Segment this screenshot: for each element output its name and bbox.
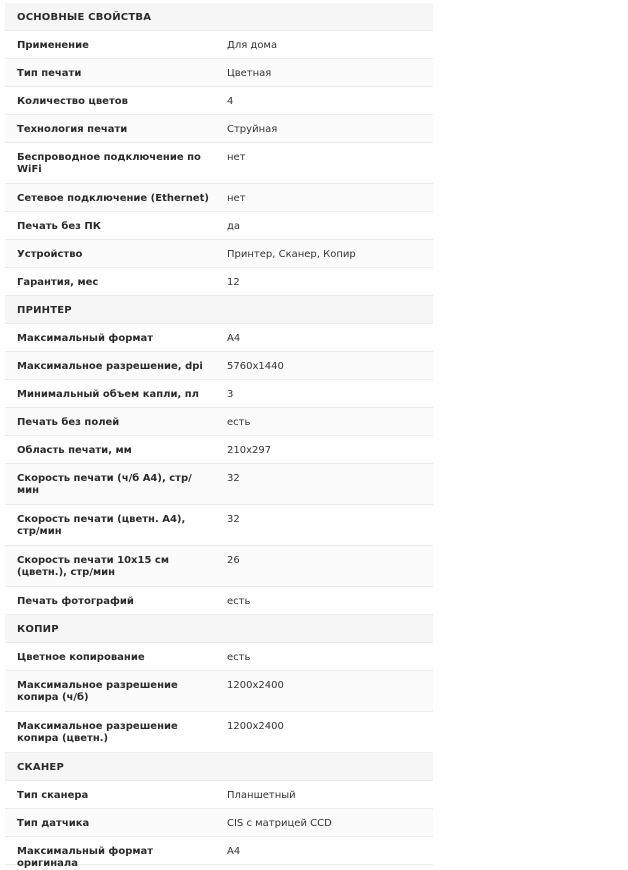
spec-row — [5, 505, 433, 546]
spec-value: 32 — [227, 473, 240, 484]
spec-label: Устройство — [17, 249, 83, 260]
spec-value: 5760x1440 — [227, 361, 284, 372]
spec-label: Цветное копирование — [17, 652, 145, 663]
spec-label: Тип печати — [17, 68, 82, 79]
spec-label: Область печати, мм — [17, 445, 132, 456]
spec-value: A4 — [227, 846, 241, 857]
spec-value: нет — [227, 193, 246, 204]
spec-value: 210x297 — [227, 445, 272, 456]
spec-value: Струйная — [227, 124, 278, 135]
section-header — [5, 3, 433, 31]
spec-row — [5, 712, 433, 753]
spec-label: Максимальное разрешение копира (ч/б) — [17, 680, 178, 703]
spec-label: Максимальный формат — [17, 333, 154, 344]
specifications-table — [5, 3, 433, 869]
spec-value: да — [227, 221, 241, 232]
spec-value: 3 — [227, 389, 234, 400]
spec-label: Максимальное разрешение, dpi — [17, 361, 203, 372]
section-title: СКАНЕР — [17, 762, 64, 773]
spec-value: 32 — [227, 514, 240, 525]
spec-row — [5, 115, 433, 143]
spec-label: Гарантия, мес — [17, 277, 99, 288]
spec-value: Планшетный — [227, 790, 296, 801]
spec-row — [5, 546, 433, 587]
spec-label: Беспроводное подключение по WiFi — [17, 152, 201, 175]
spec-label: Тип сканера — [17, 790, 89, 801]
spec-value: 12 — [227, 277, 240, 288]
spec-label: Скорость печати (ч/б А4), стр/мин — [17, 473, 192, 496]
spec-row — [5, 184, 433, 212]
spec-row — [5, 31, 433, 59]
spec-label: Печать без полей — [17, 417, 120, 428]
spec-row — [5, 352, 433, 380]
spec-label: Печать без ПК — [17, 221, 101, 232]
spec-label: Скорость печати (цветн. А4), стр/мин — [17, 514, 186, 537]
spec-row — [5, 143, 433, 184]
spec-value: 1200x2400 — [227, 680, 284, 691]
section-title: ОСНОВНЫЕ СВОЙСТВА — [17, 12, 152, 23]
section-title: ПРИНТЕР — [17, 305, 72, 316]
spec-label: Сетевое подключение (Ethernet) — [17, 193, 209, 204]
spec-label: Скорость печати 10x15 см (цветн.), стр/мин — [17, 555, 170, 578]
spec-value: 26 — [227, 555, 240, 566]
spec-value: CIS с матрицей CCD — [227, 818, 332, 829]
spec-label: Максимальное разрешение копира (цветн.) — [17, 721, 178, 744]
spec-value: 4 — [227, 96, 234, 107]
spec-value: Для дома — [227, 40, 278, 51]
spec-value: есть — [227, 596, 251, 607]
spec-row — [5, 464, 433, 505]
spec-value: 1200x2400 — [227, 721, 284, 732]
spec-row — [5, 324, 433, 352]
spec-value: есть — [227, 652, 251, 663]
spec-row — [5, 671, 433, 712]
spec-value: есть — [227, 417, 251, 428]
spec-label: Технология печати — [17, 124, 128, 135]
spec-row — [5, 87, 433, 115]
section-header — [5, 615, 433, 643]
spec-value: Цветная — [227, 68, 272, 79]
spec-row — [5, 436, 433, 464]
spec-row — [5, 268, 433, 296]
spec-row — [5, 380, 433, 408]
spec-row — [5, 59, 433, 87]
spec-row — [5, 837, 433, 869]
spec-row — [5, 781, 433, 809]
section-title: КОПИР — [17, 624, 59, 635]
spec-label: Минимальный объем капли, пл — [17, 389, 199, 400]
spec-label: Максимальный формат оригинала — [17, 846, 154, 869]
spec-row — [5, 240, 433, 268]
spec-value: нет — [227, 152, 246, 163]
spec-label: Количество цветов — [17, 96, 128, 107]
spec-row — [5, 809, 433, 837]
spec-row — [5, 212, 433, 240]
spec-label: Тип датчика — [17, 818, 90, 829]
spec-label: Печать фотографий — [17, 596, 134, 607]
spec-row — [5, 408, 433, 436]
section-header — [5, 296, 433, 324]
spec-label: Применение — [17, 40, 89, 51]
spec-value: Принтер, Сканер, Копир — [227, 249, 356, 260]
spec-row — [5, 587, 433, 615]
spec-row — [5, 643, 433, 671]
spec-value: A4 — [227, 333, 241, 344]
section-header — [5, 753, 433, 781]
